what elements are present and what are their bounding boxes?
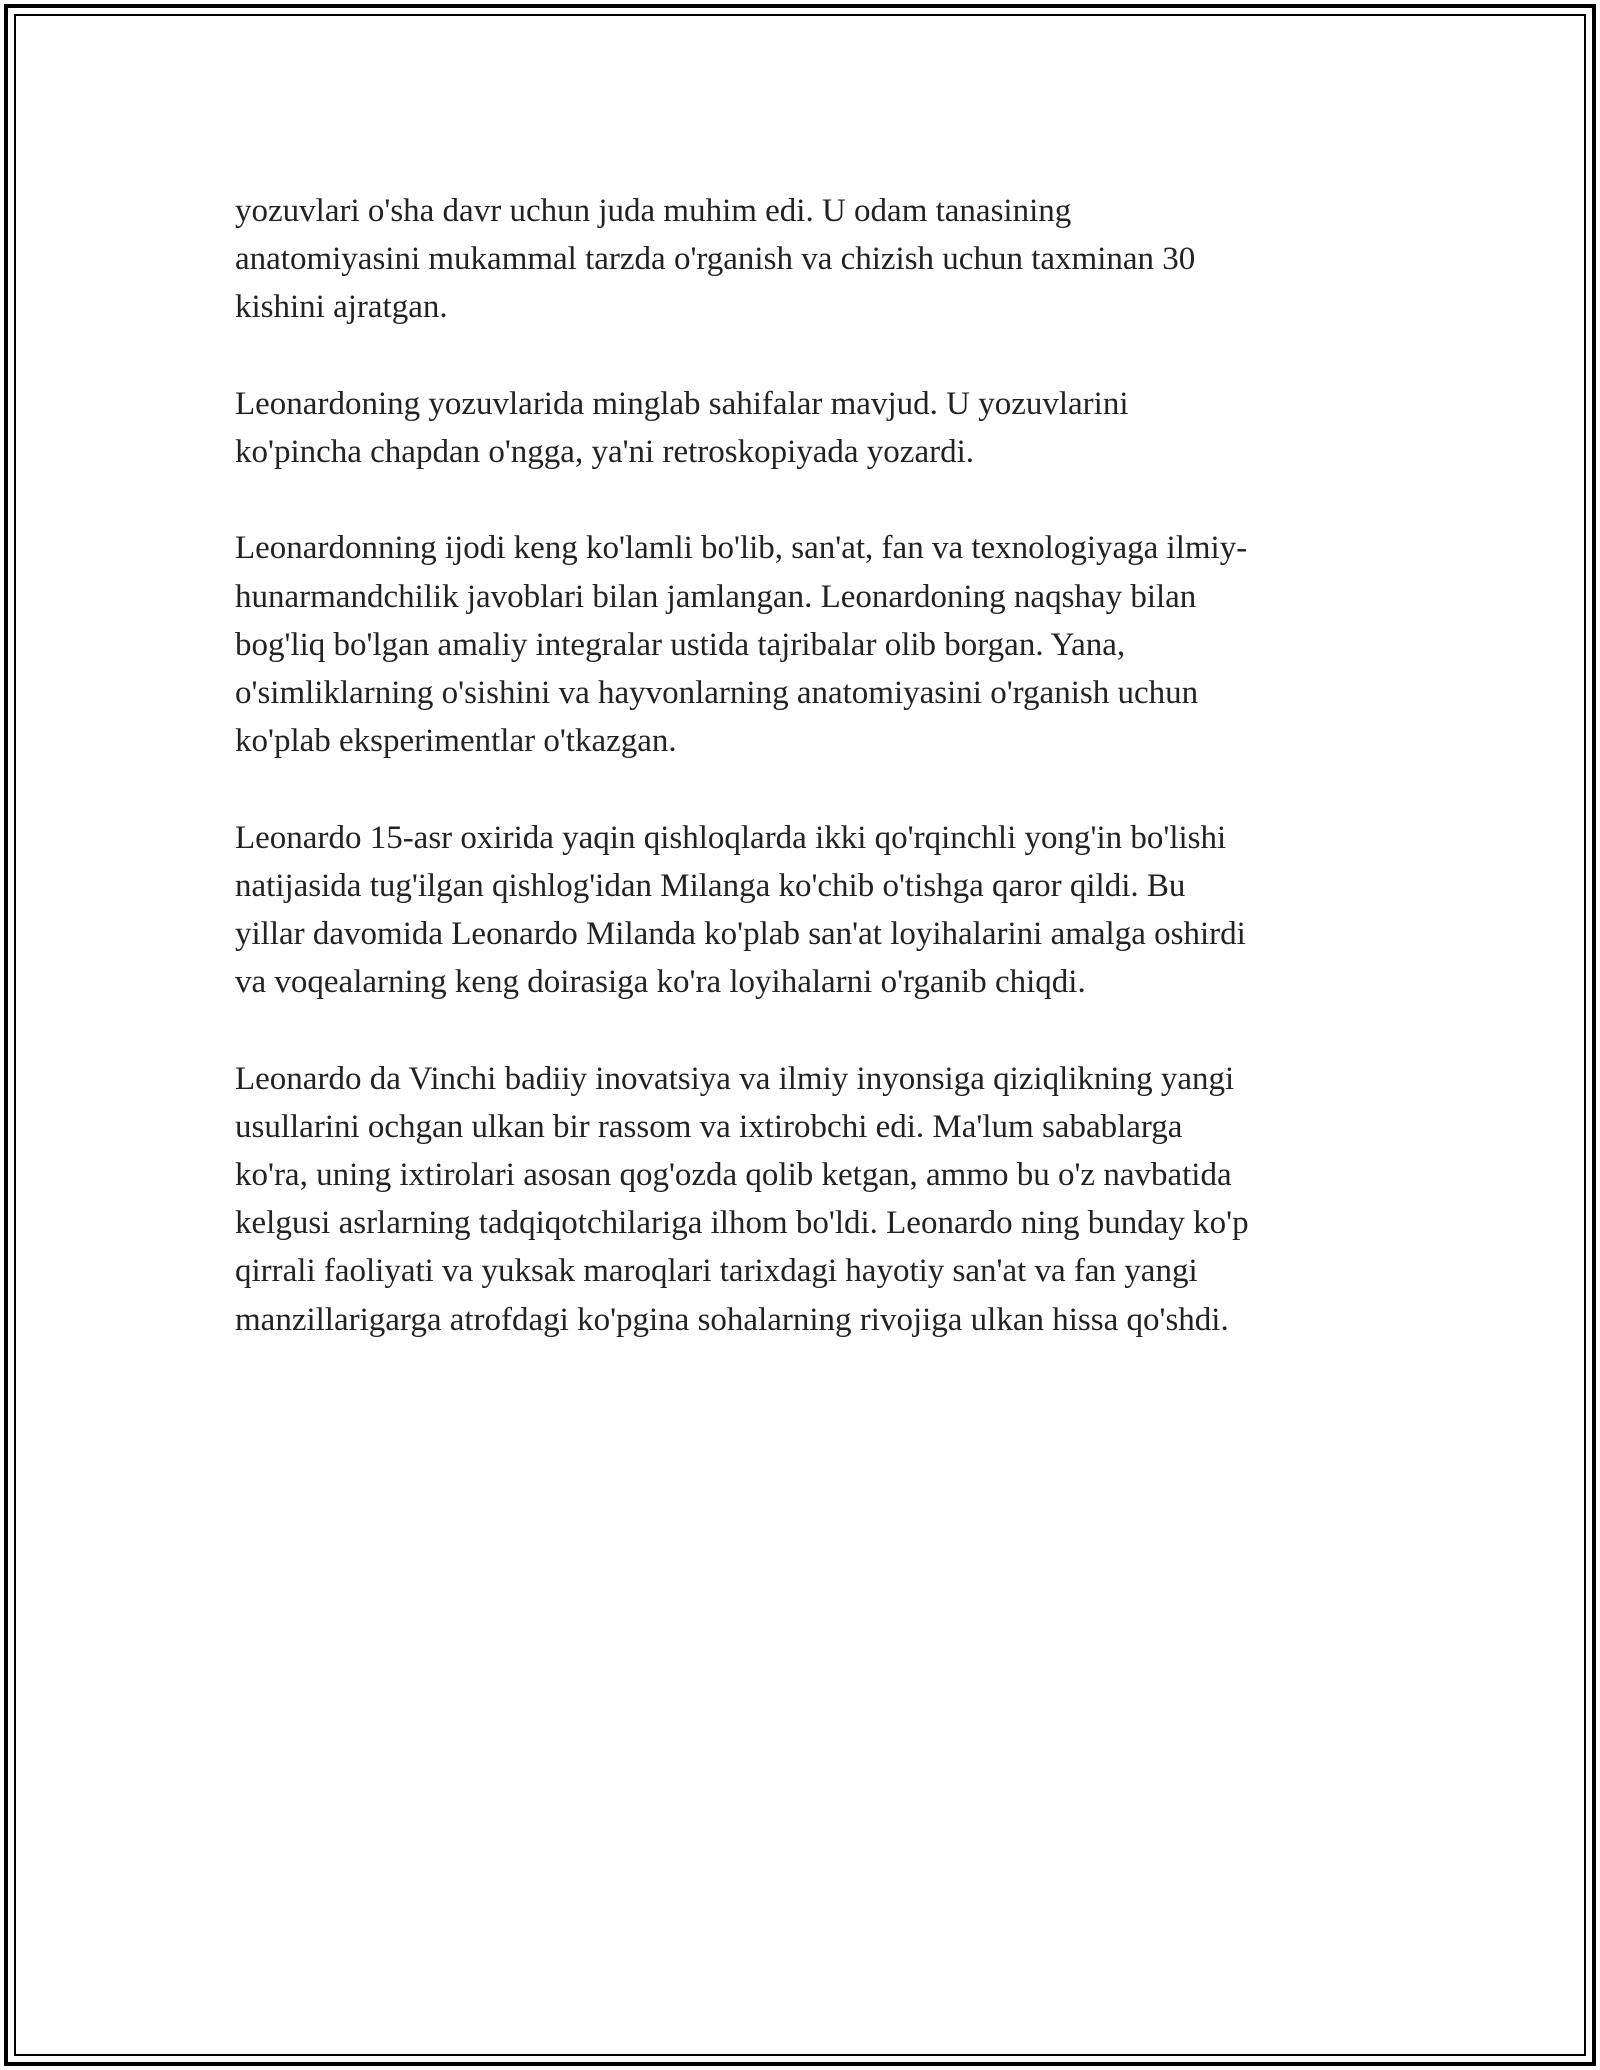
text-line: bog'liq bo'lgan amaliy integralar ustida tajribalar olib borgan. Yana, xyxy=(235,626,1126,663)
text-line: Leonardo 15-asr oxirida yaqin qishloqlarda ikki qo'rqinchli yong'in bo'lishi xyxy=(235,819,1227,856)
document-body xyxy=(235,187,1375,1344)
text-line: Leonardonning ijodi keng ko'lamli bo'lib, san'at, fan va texnologiyaga ilmiy- xyxy=(235,530,1248,567)
paragraph xyxy=(235,814,1375,1007)
text-line: Leonardoning yozuvlarida minglab sahifalar mavjud. U yozuvlarini xyxy=(235,385,1129,422)
text-line: kelgusi asrlarning tadqiqotchilariga ilhom bo'ldi. Leonardo ning bunday ko'p xyxy=(235,1205,1249,1242)
text-line: natijasida tug'ilgan qishlog'idan Milanga ko'chib o'tishga qaror qildi. Bu xyxy=(235,867,1186,904)
text-line: qirrali faoliyati va yuksak maroqlari tarixdagi hayotiy san'at va fan yangi xyxy=(235,1253,1198,1290)
paragraph xyxy=(235,380,1375,476)
text-line: yozuvlari o'sha davr uchun juda muhim edi. U odam tanasining xyxy=(235,193,1072,229)
text-line: o'simliklarning o'sishini va hayvonlarning anatomiyasini o'rganish uchun xyxy=(235,675,1199,711)
text-line: yillar davomida Leonardo Milanda ko'plab san'at loyihalarini amalga oshirdi xyxy=(235,916,1246,952)
text-line: ko'ra, uning ixtirolari asosan qog'ozda qolib ketgan, ammo bu o'z navbatida xyxy=(235,1157,1232,1193)
paragraph xyxy=(235,1055,1375,1344)
text-line: kishini ajratgan. xyxy=(235,289,448,326)
text-line: manzillarigarga atrofdagi ko'pgina sohalarning rivojiga ulkan hissa qo'shdi. xyxy=(235,1301,1229,1338)
text-line: va voqealarning keng doirasiga ko'ra loyihalarni o'rganib chiqdi. xyxy=(235,964,1086,1001)
text-line: ko'plab eksperimentlar o'tkazgan. xyxy=(235,723,677,760)
text-line: ko'pincha chapdan o'ngga, ya'ni retroskopiyada yozardi. xyxy=(235,434,975,470)
text-line: Leonardo da Vinchi badiiy inovatsiya va ilmiy inyonsiga qiziqlikning yangi xyxy=(235,1060,1235,1097)
text-line: hunarmandchilik javoblari bilan jamlangan. Leonardoning naqshay bilan xyxy=(235,578,1197,615)
paragraph xyxy=(235,524,1375,765)
text-line: usullarini ochgan ulkan bir rassom va ixtirobchi edi. Ma'lum sabablarga xyxy=(235,1108,1183,1145)
text-line: anatomiyasini mukammal tarzda o'rganish va chizish uchun taxminan 30 xyxy=(235,241,1196,278)
paragraph xyxy=(235,187,1375,332)
